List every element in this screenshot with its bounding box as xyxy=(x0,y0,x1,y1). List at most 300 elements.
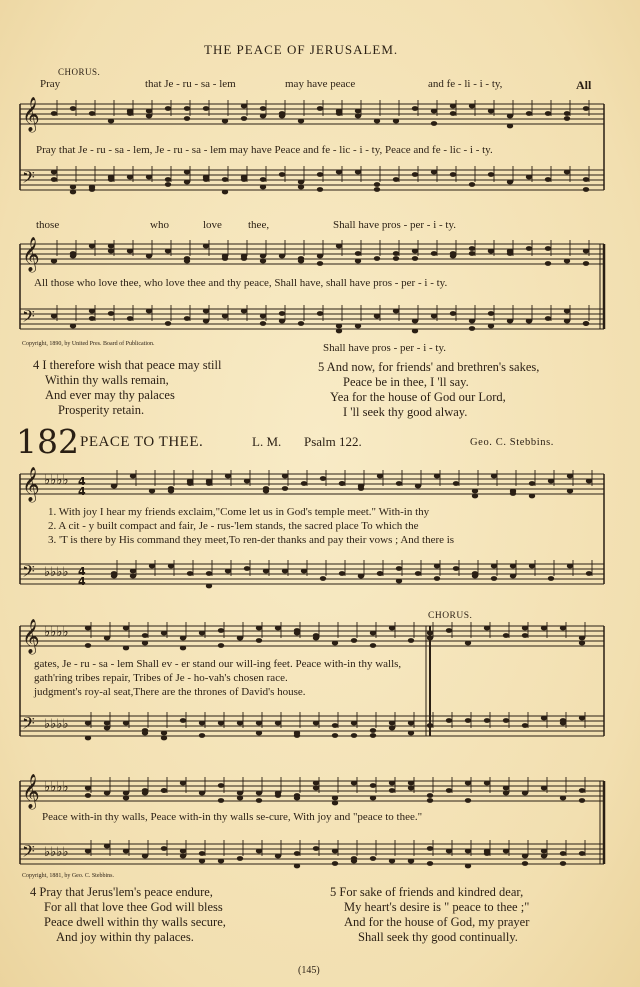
note-head xyxy=(579,641,585,646)
note-head xyxy=(241,104,247,109)
note-head xyxy=(396,579,402,584)
note-head xyxy=(431,121,437,126)
note-head xyxy=(104,721,110,726)
note-head xyxy=(507,180,513,185)
verse-line: I 'll seek thy good alway. xyxy=(343,405,468,419)
note-head xyxy=(301,569,307,574)
note-head xyxy=(260,106,266,111)
anthem-system2-bass-staff xyxy=(20,309,604,329)
note-head xyxy=(434,564,440,569)
note-head xyxy=(241,175,247,180)
note-head xyxy=(199,721,205,726)
hymn-verse-4 xyxy=(30,885,226,945)
note-head xyxy=(146,175,152,180)
note-head xyxy=(70,185,76,190)
note-head xyxy=(332,733,338,738)
note-head xyxy=(450,104,456,109)
note-head xyxy=(351,781,357,786)
note-head xyxy=(222,190,228,195)
note-head xyxy=(89,244,95,249)
note-head xyxy=(165,177,171,182)
note-head xyxy=(453,481,459,486)
note-head xyxy=(241,256,247,261)
note-head xyxy=(203,244,209,249)
note-head xyxy=(583,249,589,254)
anthem-system1-treble-staff xyxy=(20,104,604,124)
note-head xyxy=(225,474,231,479)
note-head xyxy=(579,851,585,856)
note-head xyxy=(127,316,133,321)
flat-icon: ♭♭♭♭ xyxy=(44,565,69,580)
note-head xyxy=(142,633,148,638)
hymn-system2-lyrics-3: judgment's roy-al seat,There are the thrones of David's house. xyxy=(34,686,306,698)
note-head xyxy=(510,574,516,579)
note-head xyxy=(85,786,91,791)
note-head xyxy=(70,251,76,256)
note-head xyxy=(529,494,535,499)
note-head xyxy=(142,731,148,736)
note-head xyxy=(412,106,418,111)
flat-icon: ♭♭♭♭ xyxy=(44,473,69,488)
note-head xyxy=(294,864,300,869)
note-head xyxy=(218,859,224,864)
note-head xyxy=(427,723,433,728)
note-head xyxy=(583,261,589,266)
hymn-title: PEACE TO THEE. xyxy=(80,434,204,450)
note-head xyxy=(427,861,433,866)
note-head xyxy=(104,844,110,849)
note-head xyxy=(446,788,452,793)
note-head xyxy=(469,251,475,256)
flat-icon: ♭♭♭♭ xyxy=(44,717,69,732)
note-head xyxy=(85,643,91,648)
treble-clef-icon: 𝄞 xyxy=(22,774,40,809)
note-head xyxy=(282,486,288,491)
note-head xyxy=(222,119,228,124)
note-head xyxy=(393,256,399,261)
note-head xyxy=(579,788,585,793)
note-head xyxy=(370,856,376,861)
note-head xyxy=(89,111,95,116)
note-head xyxy=(465,798,471,803)
note-head xyxy=(412,256,418,261)
note-head xyxy=(237,636,243,641)
note-head xyxy=(260,185,266,190)
note-head xyxy=(317,106,323,111)
note-head xyxy=(583,106,589,111)
note-head xyxy=(586,571,592,576)
note-head xyxy=(484,718,490,723)
verse-line: 5 And now, for friends' and brethren's sakes, xyxy=(318,360,540,374)
note-head xyxy=(522,626,528,631)
note-head xyxy=(579,798,585,803)
note-head xyxy=(104,791,110,796)
svg-text:4: 4 xyxy=(78,575,86,588)
note-head xyxy=(218,783,224,788)
note-head xyxy=(431,170,437,175)
note-head xyxy=(70,106,76,111)
note-head xyxy=(70,190,76,195)
note-head xyxy=(237,721,243,726)
note-head xyxy=(161,846,167,851)
note-head xyxy=(149,564,155,569)
note-head xyxy=(427,631,433,636)
note-head xyxy=(465,864,471,869)
note-head xyxy=(279,254,285,259)
note-head xyxy=(336,111,342,116)
note-head xyxy=(320,476,326,481)
note-head xyxy=(469,319,475,324)
note-head xyxy=(161,736,167,741)
note-head xyxy=(317,311,323,316)
note-head xyxy=(260,259,266,264)
note-head xyxy=(396,566,402,571)
verse-line: Peace dwell within thy walls secure, xyxy=(44,915,226,929)
note-head xyxy=(244,479,250,484)
note-head xyxy=(412,172,418,177)
note-head xyxy=(545,111,551,116)
note-head xyxy=(199,631,205,636)
note-head xyxy=(222,177,228,182)
note-head xyxy=(586,479,592,484)
note-head xyxy=(317,172,323,177)
note-head xyxy=(450,172,456,177)
note-head xyxy=(541,716,547,721)
note-head xyxy=(431,251,437,256)
note-head xyxy=(427,636,433,641)
note-head xyxy=(488,172,494,177)
note-head xyxy=(317,254,323,259)
note-head xyxy=(336,170,342,175)
note-head xyxy=(564,170,570,175)
time-signature-icon: 4 xyxy=(78,475,86,488)
note-head xyxy=(370,643,376,648)
note-head xyxy=(203,309,209,314)
hymn-number: 182 xyxy=(16,422,79,461)
note-head xyxy=(564,309,570,314)
note-head xyxy=(472,489,478,494)
note-head xyxy=(355,251,361,256)
note-head xyxy=(567,564,573,569)
note-head xyxy=(70,324,76,329)
note-head xyxy=(184,116,190,121)
note-head xyxy=(332,849,338,854)
note-head xyxy=(256,638,262,643)
note-head xyxy=(374,314,380,319)
verse-line: Peace be in thee, I 'll say. xyxy=(343,375,469,389)
note-head xyxy=(187,479,193,484)
note-head xyxy=(396,481,402,486)
note-head xyxy=(180,718,186,723)
note-head xyxy=(560,626,566,631)
note-head xyxy=(484,626,490,631)
treble-clef-icon: 𝄞 xyxy=(22,237,40,272)
note-head xyxy=(294,733,300,738)
note-head xyxy=(469,104,475,109)
note-head xyxy=(184,180,190,185)
note-head xyxy=(434,576,440,581)
note-head xyxy=(560,796,566,801)
note-head xyxy=(408,731,414,736)
note-head xyxy=(389,788,395,793)
note-head xyxy=(370,728,376,733)
note-head xyxy=(51,259,57,264)
note-head xyxy=(237,796,243,801)
note-head xyxy=(545,177,551,182)
anthem-copyright: Copyright, 1890, by United Pres. Board of Publication. xyxy=(22,341,155,347)
note-head xyxy=(427,846,433,851)
anthem-chorus-label: CHORUS. xyxy=(58,67,101,77)
note-head xyxy=(108,119,114,124)
anthem-lyric-those: those xyxy=(36,219,60,231)
verse-line: 4 Pray that Jerus'lem's peace endure, xyxy=(30,885,213,899)
note-head xyxy=(503,633,509,638)
note-head xyxy=(123,849,129,854)
note-head xyxy=(123,626,129,631)
note-head xyxy=(507,124,513,129)
note-head xyxy=(180,636,186,641)
note-head xyxy=(260,177,266,182)
note-head xyxy=(408,781,414,786)
verse-line: And ever may thy palaces xyxy=(45,388,175,402)
note-head xyxy=(317,187,323,192)
anthem-system1-lyrics: Pray that Je - ru - sa - lem, Je - ru - sa - lem may have Peace and fe - lic - i - ty, Peace and fe - lic - i - ty. xyxy=(36,144,493,156)
note-head xyxy=(503,791,509,796)
note-head xyxy=(522,633,528,638)
note-head xyxy=(510,564,516,569)
note-head xyxy=(548,576,554,581)
note-head xyxy=(313,633,319,638)
anthem-lyric-love: love xyxy=(203,219,222,231)
note-head xyxy=(298,180,304,185)
note-head xyxy=(472,571,478,576)
hymn-system3-lyrics: Peace with-in thy walls, Peace with-in thy walls se-cure, With joy and "peace to thee." xyxy=(42,811,423,823)
note-head xyxy=(180,854,186,859)
note-head xyxy=(339,481,345,486)
note-head xyxy=(510,491,516,496)
note-head xyxy=(370,733,376,738)
note-head xyxy=(393,309,399,314)
note-head xyxy=(260,114,266,119)
anthem-lyric-4: and fe - li - i - ty, xyxy=(428,78,503,90)
note-head xyxy=(149,489,155,494)
note-head xyxy=(484,781,490,786)
note-head xyxy=(332,861,338,866)
note-head xyxy=(218,798,224,803)
treble-clef-icon: 𝄞 xyxy=(22,97,40,132)
hymn-verse2-lyrics: 2. A cit - y built compact and fair, Je - rus-'lem stands, the sacred place To which the xyxy=(48,520,419,532)
note-head xyxy=(142,641,148,646)
note-head xyxy=(279,172,285,177)
note-head xyxy=(301,481,307,486)
note-head xyxy=(180,781,186,786)
note-head xyxy=(579,716,585,721)
anthem-lyric-prosperity: Shall have pros - per - i - ty. xyxy=(333,219,457,231)
note-head xyxy=(260,314,266,319)
note-head xyxy=(453,566,459,571)
note-head xyxy=(184,256,190,261)
note-head xyxy=(161,788,167,793)
note-head xyxy=(199,791,205,796)
note-head xyxy=(111,571,117,576)
bass-clef-icon: 𝄢 xyxy=(22,306,35,330)
note-head xyxy=(199,859,205,864)
note-head xyxy=(412,249,418,254)
anthem-lyric-3: may have peace xyxy=(285,78,356,90)
page-title: THE PEACE OF JERUSALEM. xyxy=(204,42,399,57)
note-head xyxy=(85,721,91,726)
note-head xyxy=(355,170,361,175)
note-head xyxy=(282,569,288,574)
note-head xyxy=(127,175,133,180)
note-head xyxy=(503,849,509,854)
note-head xyxy=(108,249,114,254)
note-head xyxy=(355,114,361,119)
note-head xyxy=(294,796,300,801)
treble-clef-icon: 𝄞 xyxy=(22,619,40,654)
note-head xyxy=(130,574,136,579)
flat-icon: ♭♭♭♭ xyxy=(44,780,69,795)
svg-text:4: 4 xyxy=(78,485,86,498)
note-head xyxy=(320,576,326,581)
hymn-system2-lyrics-1: gates, Je - ru - sa - lem Shall ev - er stand our will-ing feet. Peace with-in thy walls, xyxy=(34,658,402,670)
note-head xyxy=(408,721,414,726)
note-head xyxy=(389,726,395,731)
note-head xyxy=(206,571,212,576)
note-head xyxy=(488,311,494,316)
note-head xyxy=(469,246,475,251)
note-head xyxy=(199,733,205,738)
note-head xyxy=(146,109,152,114)
note-head xyxy=(564,319,570,324)
hymn-verse3-lyrics: 3. 'T is there by His command they meet,To ren-der thanks and pay their vows ; And there is xyxy=(48,534,455,546)
verse-line: Within thy walls remain, xyxy=(45,373,169,387)
bass-clef-icon: 𝄢 xyxy=(22,841,35,865)
note-head xyxy=(203,175,209,180)
note-head xyxy=(313,721,319,726)
note-head xyxy=(108,311,114,316)
note-head xyxy=(165,106,171,111)
note-head xyxy=(168,564,174,569)
note-head xyxy=(446,718,452,723)
note-head xyxy=(567,489,573,494)
anthem-system2-lyrics: All those who love thee, who love thee and thy peace, Shall have, shall have pros - per - i - ty. xyxy=(34,277,448,289)
verse-line: For all that love thee God will bless xyxy=(44,900,223,914)
hymn-copyright: Copyright, 1881, by Geo. C. Stebbins. xyxy=(22,873,115,879)
anthem-lyric-who: who xyxy=(150,219,169,231)
note-head xyxy=(450,251,456,256)
note-head xyxy=(85,793,91,798)
note-head xyxy=(123,791,129,796)
note-head xyxy=(256,798,262,803)
note-head xyxy=(199,851,205,856)
note-head xyxy=(184,316,190,321)
note-head xyxy=(146,309,152,314)
note-head xyxy=(279,311,285,316)
note-head xyxy=(507,114,513,119)
note-head xyxy=(560,861,566,866)
note-head xyxy=(187,571,193,576)
note-head xyxy=(450,311,456,316)
anthem-system2-treble-staff xyxy=(20,244,604,264)
note-head xyxy=(522,723,528,728)
page-number: (145) xyxy=(298,965,320,976)
anthem-lyric-2: that Je - ru - sa - lem xyxy=(145,78,236,90)
note-head xyxy=(355,109,361,114)
note-head xyxy=(370,783,376,788)
note-head xyxy=(548,479,554,484)
note-head xyxy=(431,314,437,319)
note-head xyxy=(180,849,186,854)
note-head xyxy=(583,321,589,326)
hymn-composer: Geo. C. Stebbins. xyxy=(470,437,554,448)
note-head xyxy=(541,849,547,854)
note-head xyxy=(560,721,566,726)
note-head xyxy=(180,646,186,651)
note-head xyxy=(146,114,152,119)
note-head xyxy=(260,254,266,259)
note-head xyxy=(507,319,513,324)
note-head xyxy=(389,721,395,726)
note-head xyxy=(488,109,494,114)
note-head xyxy=(446,849,452,854)
note-head xyxy=(165,249,171,254)
note-head xyxy=(389,859,395,864)
note-head xyxy=(564,259,570,264)
note-head xyxy=(355,259,361,264)
note-head xyxy=(355,324,361,329)
note-head xyxy=(263,489,269,494)
note-head xyxy=(241,116,247,121)
note-head xyxy=(218,628,224,633)
note-head xyxy=(415,571,421,576)
note-head xyxy=(256,849,262,854)
note-head xyxy=(374,182,380,187)
note-head xyxy=(279,111,285,116)
note-head xyxy=(146,254,152,259)
note-head xyxy=(526,175,532,180)
note-head xyxy=(89,187,95,192)
note-head xyxy=(260,321,266,326)
note-head xyxy=(450,111,456,116)
note-head xyxy=(446,628,452,633)
note-head xyxy=(427,793,433,798)
note-head xyxy=(377,474,383,479)
note-head xyxy=(545,261,551,266)
flat-icon: ♭♭♭♭ xyxy=(44,845,69,860)
bass-clef-icon: 𝄢 xyxy=(22,561,35,585)
note-head xyxy=(434,474,440,479)
note-head xyxy=(393,177,399,182)
note-head xyxy=(184,106,190,111)
note-head xyxy=(469,182,475,187)
note-head xyxy=(256,791,262,796)
note-head xyxy=(130,474,136,479)
note-head xyxy=(389,781,395,786)
note-head xyxy=(522,854,528,859)
note-head xyxy=(332,723,338,728)
note-head xyxy=(564,111,570,116)
hymn-system2-lyrics-2: gath'ring tribes repair, Tribes of Je - ho-vah's chosen race. xyxy=(34,672,288,684)
note-head xyxy=(298,119,304,124)
note-head xyxy=(85,736,91,741)
hymn-meter: L. M. xyxy=(252,434,282,449)
note-head xyxy=(263,569,269,574)
note-head xyxy=(472,494,478,499)
note-head xyxy=(142,854,148,859)
note-head xyxy=(279,319,285,324)
note-head xyxy=(161,731,167,736)
